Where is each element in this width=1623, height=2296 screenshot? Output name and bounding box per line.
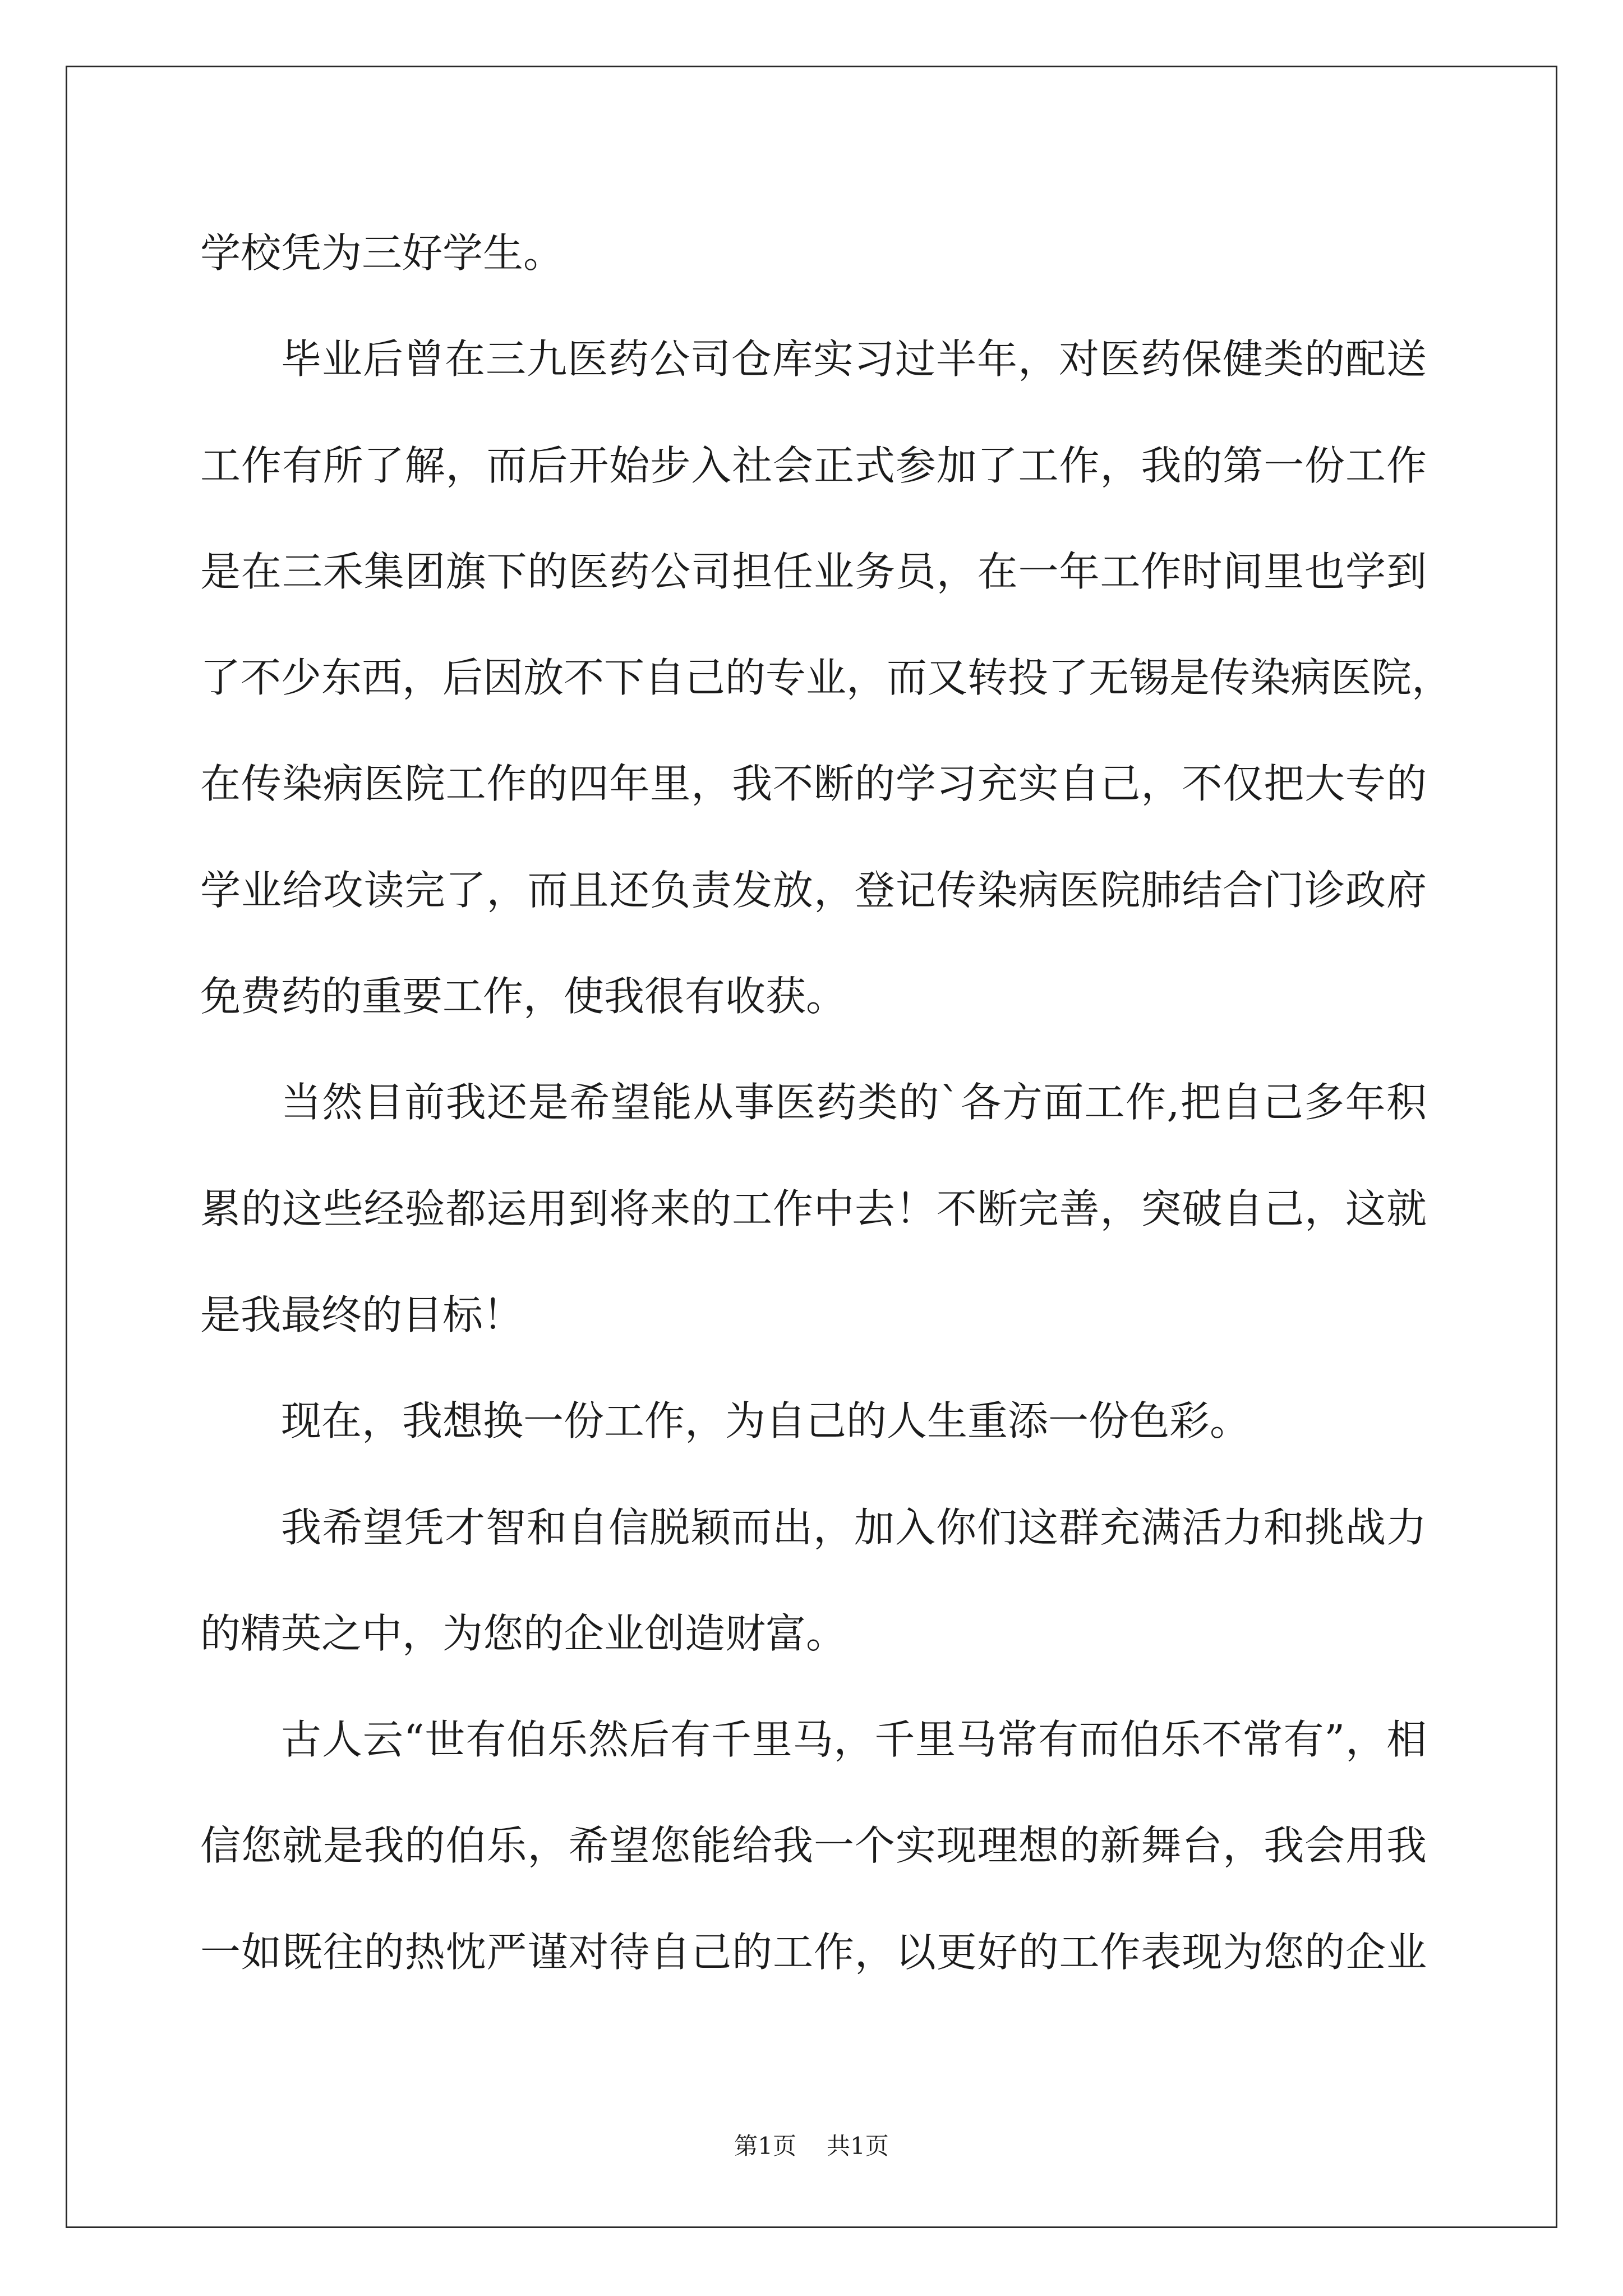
text-line: 我希望凭才智和自信脱颖而出，加入你们这群充满活力和挑战力 [281, 1503, 1427, 1551]
page-total: 共1页 [827, 2132, 889, 2160]
text-line: 是在三禾集团旗下的医药公司担任业务员，在一年工作时间里也学到 [200, 547, 1427, 595]
text-line: 是我最终的目标！ [200, 1291, 524, 1338]
text-line: 工作有所了解，而后开始步入社会正式参加了工作，我的第一份工作 [200, 441, 1427, 489]
text-line: 了不少东西，后因放不下自己的专业，而又转投了无锡是传染病医院， [200, 654, 1453, 702]
document-body [200, 200, 1453, 2005]
text-line: 免费药的重要工作，使我很有收获。 [200, 973, 847, 1020]
text-line: 学业给攻读完了，而且还负责发放，登记传染病医院肺结合门诊政府 [200, 866, 1427, 914]
page-number: 第1页 [734, 2132, 796, 2160]
page-footer [0, 2129, 1623, 2163]
text-line: 学校凭为三好学生。 [200, 229, 564, 277]
text-line: 累的这些经验都运用到将来的工作中去！不断完善，突破自己，这就 [200, 1185, 1427, 1232]
text-line: 一如既往的热忱严谨对待自己的工作，以更好的工作表现为您的企业 [200, 1928, 1427, 1976]
text-line: 的精英之中，为您的企业创造财富。 [200, 1609, 847, 1657]
text-line: 古人云“世有伯乐然后有千里马，千里马常有而伯乐不常有”，相 [281, 1716, 1427, 1764]
text-line: 在传染病医院工作的四年里，我不断的学习充实自己，不仅把大专的 [200, 760, 1427, 808]
text-line: 信您就是我的伯乐，希望您能给我一个实现理想的新舞台，我会用我 [200, 1822, 1427, 1870]
text-line: 毕业后曾在三九医药公司仓库实习过半年，对医药保健类的配送 [281, 335, 1427, 383]
text-line: 当然目前我还是希望能从事医药类的`各方面工作,把自己多年积 [281, 1079, 1427, 1126]
text-line: 现在，我想换一份工作，为自己的人生重添一份色彩。 [281, 1397, 1251, 1445]
